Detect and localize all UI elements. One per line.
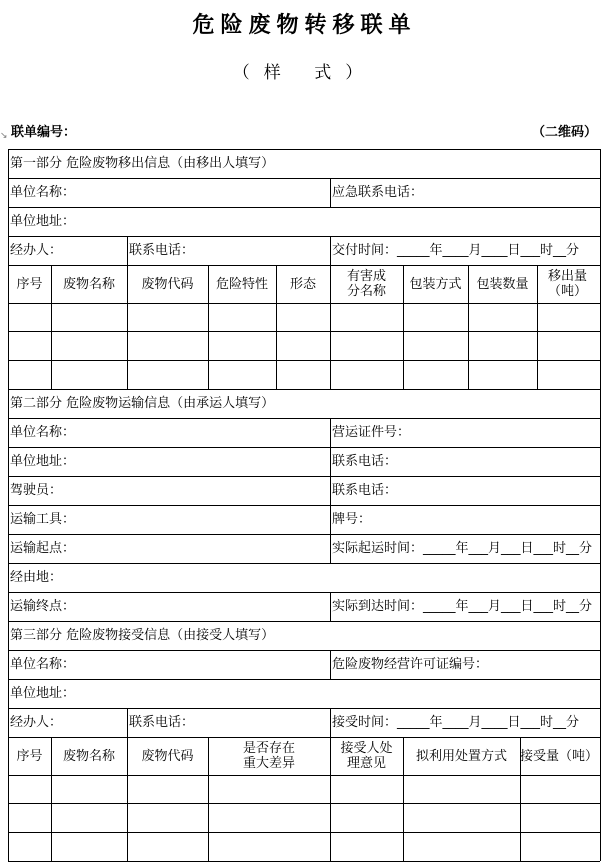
part2-driver-label: 驾驶员： xyxy=(10,483,63,498)
part3-heading: 第三部分 危险废物接受信息（由接受人填写） xyxy=(10,628,275,643)
part3-unit-address-label: 单位地址： xyxy=(10,686,76,701)
part3-col-waste-name: 废物名称 xyxy=(62,748,115,764)
part2-unit-name-label: 单位名称： xyxy=(10,425,76,440)
part3-unit-name-label: 单位名称： xyxy=(10,657,76,672)
part2-via-label: 经由地： xyxy=(10,570,63,585)
part2-license-no-label: 营运证件号： xyxy=(332,425,411,440)
part3-col-waste-code: 废物代码 xyxy=(141,748,194,764)
part1-handover-time-label: 交付时间：_____年____月____日___时__分 xyxy=(332,243,580,258)
part1-col-package-count: 包装数量 xyxy=(476,276,529,292)
part2-contact-phone2-label: 联系电话： xyxy=(332,483,398,498)
part1-col-hazard: 危险特性 xyxy=(215,276,268,292)
part2-plate-no-label: 牌号： xyxy=(332,512,372,527)
part1-unit-name-label: 单位名称： xyxy=(10,185,76,200)
part2-start-point-label: 运输起点： xyxy=(10,541,76,556)
part2-end-point-label: 运输终点： xyxy=(10,599,76,614)
part2-start-time-label: 实际起运时间：_____年___月___日___时__分 xyxy=(332,541,593,556)
grid-line-h xyxy=(8,803,600,804)
part3-contact-phone-label: 联系电话： xyxy=(129,715,195,730)
part1-unit-address-label: 单位地址： xyxy=(10,214,76,229)
part3-permit-no-label: 危险废物经营许可证编号： xyxy=(332,657,489,672)
part2-contact-phone-label: 联系电话： xyxy=(332,454,398,469)
part3-col-serial: 序号 xyxy=(16,748,43,764)
part3-col-disposal-method: 拟利用处置方式 xyxy=(415,748,507,764)
part1-col-serial: 序号 xyxy=(16,276,43,292)
part1-col-form: 形态 xyxy=(289,276,316,292)
part2-heading: 第二部分 危险废物运输信息（由承运人填写） xyxy=(10,396,275,411)
part1-col-waste-code: 废物代码 xyxy=(141,276,194,292)
part3-receive-time-label: 接受时间：_____年____月____日___时__分 xyxy=(332,715,580,730)
part3-handler-label: 经办人： xyxy=(10,715,63,730)
grid-line-h xyxy=(8,303,600,304)
part2-unit-address-label: 单位地址： xyxy=(10,454,76,469)
part1-col-waste-name: 废物名称 xyxy=(62,276,115,292)
grid-line-h xyxy=(8,832,600,833)
part3-col-received-quantity: 接受量（吨） xyxy=(520,748,598,764)
part1-col-hazardous-component: 有害成分名称 xyxy=(346,269,386,299)
part1-contact-phone-label: 联系电话： xyxy=(129,243,195,258)
grid-line-h xyxy=(8,861,600,862)
form-number-label: 联单编号： xyxy=(11,125,77,140)
form-subtitle: （样 式） xyxy=(232,63,377,83)
part1-emergency-phone-label: 应急联系电话： xyxy=(332,185,424,200)
anchor-mark-icon: ↘ xyxy=(0,131,8,141)
qr-code-label: （二维码） xyxy=(531,125,597,140)
part2-vehicle-label: 运输工具： xyxy=(10,512,76,527)
part3-col-receiver-opinion: 接受人处理意见 xyxy=(340,741,393,771)
part1-col-packaging: 包装方式 xyxy=(409,276,462,292)
part2-arrival-time-label: 实际到达时间：_____年___月___日___时__分 xyxy=(332,599,593,614)
grid-line-h xyxy=(8,331,600,332)
part1-handler-label: 经办人： xyxy=(10,243,63,258)
part1-col-quantity: 移出量（吨） xyxy=(547,269,587,299)
part3-col-major-difference: 是否存在重大差异 xyxy=(242,741,295,771)
grid-line-h xyxy=(8,775,600,776)
part1-heading: 第一部分 危险废物移出信息（由移出人填写） xyxy=(10,156,275,171)
form-title: 危险废物转移联单 xyxy=(192,12,417,38)
grid-line-h xyxy=(8,360,600,361)
